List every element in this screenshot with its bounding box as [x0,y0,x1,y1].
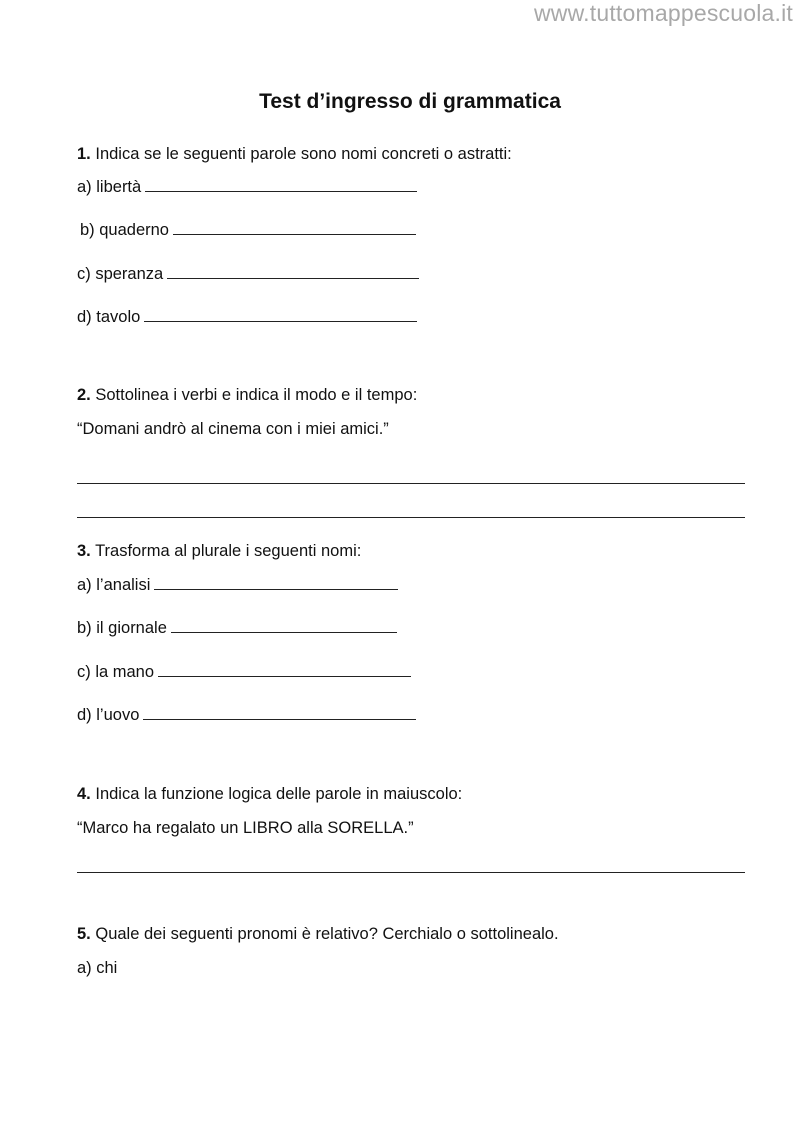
item-label: d) l’uovo [77,706,140,724]
answer-blank[interactable] [158,662,411,677]
answer-item [77,575,398,595]
question-number: 2. [77,386,91,404]
answer-line[interactable] [77,517,745,518]
answer-blank[interactable] [173,220,416,235]
answer-blank[interactable] [143,705,416,720]
question-number: 3. [77,542,91,560]
answer-blank[interactable] [145,177,417,192]
answer-item [77,264,419,284]
question-text: Indica se le seguenti parole sono nomi concreti o astratti: [95,145,512,163]
item-label: c) speranza [77,265,164,283]
question-number: 5. [77,925,91,943]
page-title: Test d’ingresso di grammatica [259,90,561,113]
answer-item [77,705,416,725]
item-label: d) tavolo [77,308,141,326]
question-text: Indica la funzione logica delle parole in maiuscolo: [95,785,463,803]
item-label: b) il giornale [77,619,167,637]
answer-blank[interactable] [167,264,419,279]
answer-option[interactable] [77,958,117,978]
question-text: Sottolinea i verbi e indica il modo e il tempo: [95,386,418,404]
question-1 [77,144,512,164]
question-5 [77,924,559,944]
answer-item [77,307,417,327]
answer-blank[interactable] [154,575,398,590]
quote-sentence: “Domani andrò al cinema con i miei amici.” [77,420,389,438]
item-label: c) la mano [77,663,155,681]
item-label: a) chi [77,959,118,977]
question-number: 1. [77,145,91,163]
question-2 [77,385,417,405]
question-text: Trasforma al plurale i seguenti nomi: [95,542,362,560]
answer-item [77,177,417,197]
answer-blank[interactable] [144,307,417,322]
item-label: a) libertà [77,178,142,196]
question-4 [77,784,462,804]
item-label: b) quaderno [80,221,169,239]
question-3 [77,541,361,561]
answer-line[interactable] [77,483,745,484]
answer-blank[interactable] [171,618,397,633]
quote-sentence: “Marco ha regalato un LIBRO alla SORELLA.” [77,819,414,837]
watermark: www.tuttomappescuola.it [533,0,793,26]
question-text: Quale dei seguenti pronomi è relativo? Cerchialo o sottolinealo. [95,925,559,943]
item-label: a) l’analisi [77,576,151,594]
answer-item [77,618,397,638]
answer-line[interactable] [77,872,745,873]
answer-item [77,662,411,682]
question-number: 4. [77,785,91,803]
answer-item [80,220,416,240]
